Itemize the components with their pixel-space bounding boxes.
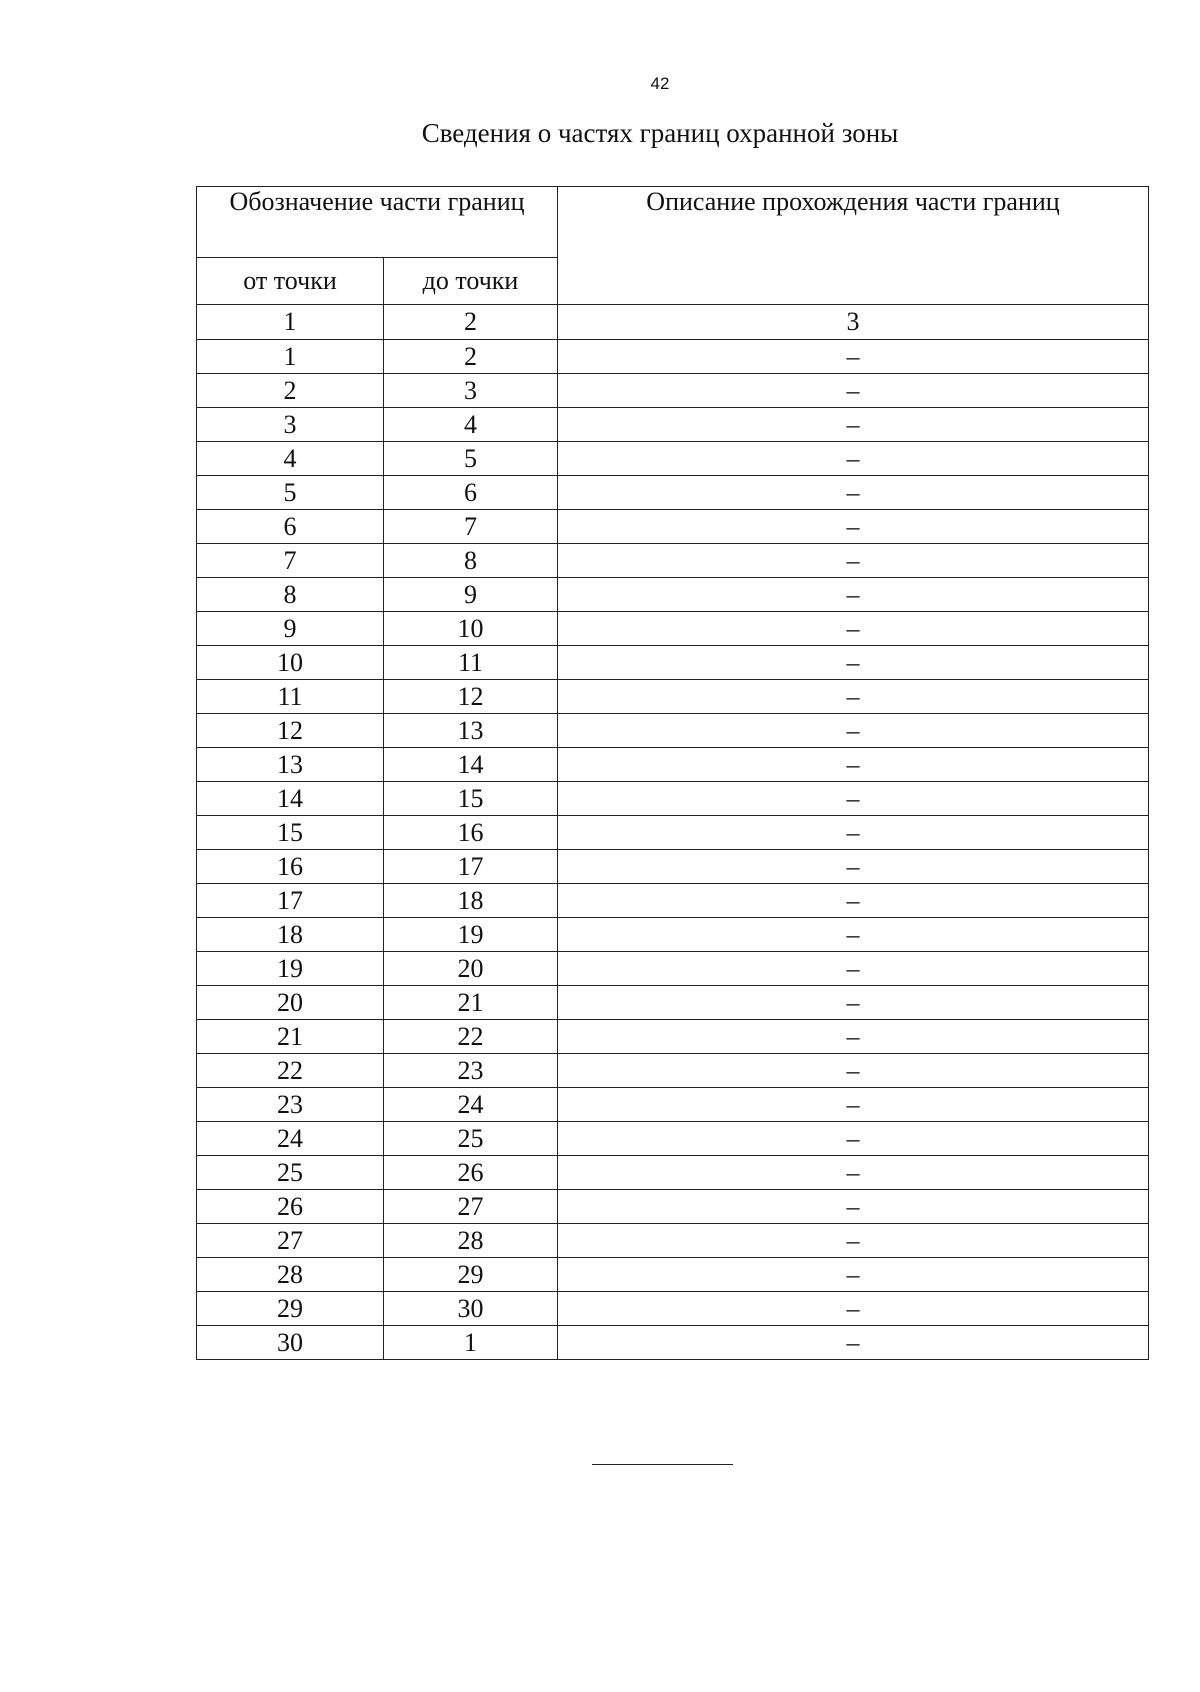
cell-from-point: 3 xyxy=(197,408,384,442)
column-number: 1 xyxy=(197,305,384,340)
cell-from-point: 16 xyxy=(197,850,384,884)
cell-to-point: 18 xyxy=(384,884,558,918)
cell-to-point: 14 xyxy=(384,748,558,782)
table-row xyxy=(197,1292,1149,1326)
cell-description: – xyxy=(558,578,1149,612)
table-row xyxy=(197,1020,1149,1054)
cell-from-point: 18 xyxy=(197,918,384,952)
cell-to-point: 23 xyxy=(384,1054,558,1088)
cell-from-point: 11 xyxy=(197,680,384,714)
cell-description: – xyxy=(558,1156,1149,1190)
cell-description: – xyxy=(558,408,1149,442)
cell-to-point: 25 xyxy=(384,1122,558,1156)
cell-to-point: 17 xyxy=(384,850,558,884)
cell-to-point: 9 xyxy=(384,578,558,612)
table-row xyxy=(197,850,1149,884)
cell-to-point: 1 xyxy=(384,1326,558,1360)
table-row xyxy=(197,918,1149,952)
cell-from-point: 25 xyxy=(197,1156,384,1190)
cell-to-point: 26 xyxy=(384,1156,558,1190)
cell-from-point: 29 xyxy=(197,1292,384,1326)
table-row xyxy=(197,374,1149,408)
cell-from-point: 7 xyxy=(197,544,384,578)
table-row xyxy=(197,1190,1149,1224)
cell-from-point: 19 xyxy=(197,952,384,986)
cell-to-point: 19 xyxy=(384,918,558,952)
cell-description: – xyxy=(558,646,1149,680)
header-boundary-description: Описание прохождения части границ xyxy=(558,187,1149,305)
table-row xyxy=(197,1122,1149,1156)
cell-from-point: 24 xyxy=(197,1122,384,1156)
cell-description: – xyxy=(558,748,1149,782)
table-row xyxy=(197,782,1149,816)
cell-description: – xyxy=(558,952,1149,986)
cell-to-point: 10 xyxy=(384,612,558,646)
cell-to-point: 27 xyxy=(384,1190,558,1224)
table-row xyxy=(197,442,1149,476)
table-row xyxy=(197,714,1149,748)
cell-from-point: 6 xyxy=(197,510,384,544)
table-row xyxy=(197,986,1149,1020)
cell-description: – xyxy=(558,986,1149,1020)
table-row xyxy=(197,544,1149,578)
cell-to-point: 8 xyxy=(384,544,558,578)
cell-to-point: 15 xyxy=(384,782,558,816)
cell-from-point: 8 xyxy=(197,578,384,612)
cell-from-point: 26 xyxy=(197,1190,384,1224)
cell-description: – xyxy=(558,476,1149,510)
cell-from-point: 23 xyxy=(197,1088,384,1122)
cell-to-point: 20 xyxy=(384,952,558,986)
table-row xyxy=(197,1258,1149,1292)
cell-from-point: 2 xyxy=(197,374,384,408)
cell-from-point: 17 xyxy=(197,884,384,918)
cell-description: – xyxy=(558,510,1149,544)
page-number: 42 xyxy=(650,74,670,93)
cell-description: – xyxy=(558,1258,1149,1292)
cell-from-point: 28 xyxy=(197,1258,384,1292)
cell-description: – xyxy=(558,374,1149,408)
cell-description: – xyxy=(558,782,1149,816)
cell-from-point: 21 xyxy=(197,1020,384,1054)
cell-to-point: 3 xyxy=(384,374,558,408)
cell-from-point: 4 xyxy=(197,442,384,476)
cell-description: – xyxy=(558,1122,1149,1156)
table-row xyxy=(197,816,1149,850)
cell-from-point: 14 xyxy=(197,782,384,816)
cell-from-point: 5 xyxy=(197,476,384,510)
cell-description: – xyxy=(558,544,1149,578)
table-row xyxy=(197,1326,1149,1360)
document-title: Сведения о частях границ охранной зоны xyxy=(421,118,899,148)
table-row xyxy=(197,1088,1149,1122)
table-row xyxy=(197,510,1149,544)
table-row xyxy=(197,748,1149,782)
table-row xyxy=(197,1156,1149,1190)
table-row xyxy=(197,340,1149,374)
cell-description: – xyxy=(558,340,1149,374)
cell-description: – xyxy=(558,816,1149,850)
cell-to-point: 29 xyxy=(384,1258,558,1292)
header-to-point: до точки xyxy=(384,258,558,305)
cell-description: – xyxy=(558,680,1149,714)
cell-description: – xyxy=(558,1292,1149,1326)
cell-to-point: 5 xyxy=(384,442,558,476)
cell-description: – xyxy=(558,1088,1149,1122)
cell-from-point: 13 xyxy=(197,748,384,782)
cell-description: – xyxy=(558,1020,1149,1054)
cell-to-point: 12 xyxy=(384,680,558,714)
cell-description: – xyxy=(558,714,1149,748)
table-row xyxy=(197,646,1149,680)
cell-to-point: 7 xyxy=(384,510,558,544)
column-number: 2 xyxy=(384,305,558,340)
cell-description: – xyxy=(558,1054,1149,1088)
cell-from-point: 12 xyxy=(197,714,384,748)
header-from-point: от точки xyxy=(197,258,384,305)
cell-to-point: 4 xyxy=(384,408,558,442)
cell-to-point: 28 xyxy=(384,1224,558,1258)
cell-from-point: 20 xyxy=(197,986,384,1020)
cell-description: – xyxy=(558,918,1149,952)
table-row xyxy=(197,612,1149,646)
column-number-row xyxy=(197,305,1149,340)
table-row xyxy=(197,408,1149,442)
cell-from-point: 9 xyxy=(197,612,384,646)
cell-to-point: 11 xyxy=(384,646,558,680)
cell-from-point: 1 xyxy=(197,340,384,374)
cell-to-point: 30 xyxy=(384,1292,558,1326)
cell-from-point: 27 xyxy=(197,1224,384,1258)
column-number: 3 xyxy=(558,305,1149,340)
cell-description: – xyxy=(558,1224,1149,1258)
cell-from-point: 15 xyxy=(197,816,384,850)
table-row xyxy=(197,952,1149,986)
header-boundary-designation: Обозначение части границ xyxy=(197,187,558,258)
table-header xyxy=(197,187,1149,305)
table-row xyxy=(197,680,1149,714)
table-row xyxy=(197,476,1149,510)
cell-to-point: 2 xyxy=(384,340,558,374)
cell-to-point: 6 xyxy=(384,476,558,510)
cell-description: – xyxy=(558,1326,1149,1360)
cell-from-point: 22 xyxy=(197,1054,384,1088)
cell-description: – xyxy=(558,884,1149,918)
table-row xyxy=(197,578,1149,612)
cell-to-point: 21 xyxy=(384,986,558,1020)
table-row xyxy=(197,1224,1149,1258)
cell-to-point: 16 xyxy=(384,816,558,850)
cell-description: – xyxy=(558,612,1149,646)
cell-description: – xyxy=(558,850,1149,884)
cell-to-point: 24 xyxy=(384,1088,558,1122)
cell-from-point: 10 xyxy=(197,646,384,680)
table-row xyxy=(197,1054,1149,1088)
table-row xyxy=(197,884,1149,918)
cell-description: – xyxy=(558,442,1149,476)
cell-to-point: 13 xyxy=(384,714,558,748)
cell-from-point: 30 xyxy=(197,1326,384,1360)
boundary-parts-table xyxy=(196,186,1149,1360)
end-of-document-rule xyxy=(592,1464,733,1465)
cell-to-point: 22 xyxy=(384,1020,558,1054)
cell-description: – xyxy=(558,1190,1149,1224)
table-body xyxy=(197,305,1149,1360)
